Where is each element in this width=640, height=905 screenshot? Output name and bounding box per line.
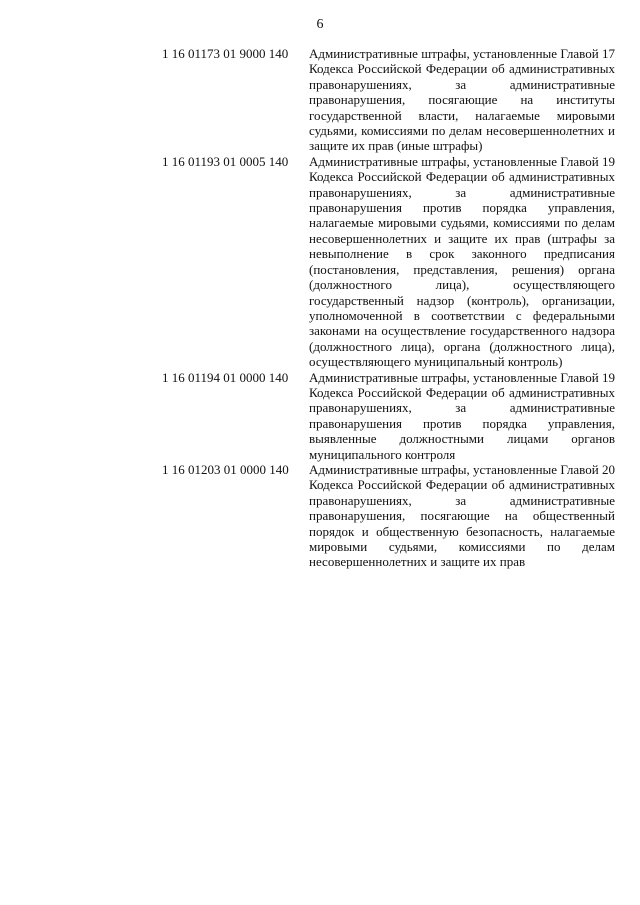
code-description: Административные штрафы, установленные Главой 20 Кодекса Российской Федерации об административных правонарушениях, за административные правонарушения, посягающие на общественный порядок и общественную безопасность, налагаемые мировыми судьями, комиссиями по делам несовершеннолетних и защите их прав <box>309 461 615 570</box>
code-description: Административные штрафы, установленные Главой 19 Кодекса Российской Федерации об административных правонарушениях, за административные правонарушения против порядка управления, выявленные должностными лицами органов муниципального контроля <box>309 369 615 462</box>
code-description: Административные штрафы, установленные Главой 19 Кодекса Российской Федерации об административных правонарушениях, за административные правонарушения против порядка управления, налагаемые мировыми судьями, комиссиями по делам несовершеннолетних и защите их прав (штрафы за невыполнение в срок законного предписания (постановления, представления, решения) органа (должностного лица), осуществляющего государственный надзор (контроль), организации, уполномоченной в соответствии с федеральными законами на осуществление государственного надзора (должностного лица), органа (должностного лица), осуществляющего муниципальный контроль) <box>309 153 615 370</box>
budget-code: 1 16 01193 01 0005 140 <box>162 153 289 169</box>
budget-code: 1 16 01173 01 9000 140 <box>162 46 289 61</box>
page-number: 6 <box>316 17 324 32</box>
budget-code-table <box>162 46 618 570</box>
budget-code: 1 16 01194 01 0000 140 <box>162 369 289 385</box>
table-row <box>162 46 618 154</box>
table-row <box>162 154 618 370</box>
table-row <box>162 462 618 570</box>
budget-code: 1 16 01203 01 0000 140 <box>162 461 289 477</box>
table-row <box>162 370 618 462</box>
code-description: Административные штрафы, установленные Главой 17 Кодекса Российской Федерации об административных правонарушениях, за административные правонарушения, посягающие на институты государственной власти, налагаемые мировыми судьями, комиссиями по делам несовершеннолетних и защите их прав (иные штрафы) <box>309 46 615 154</box>
